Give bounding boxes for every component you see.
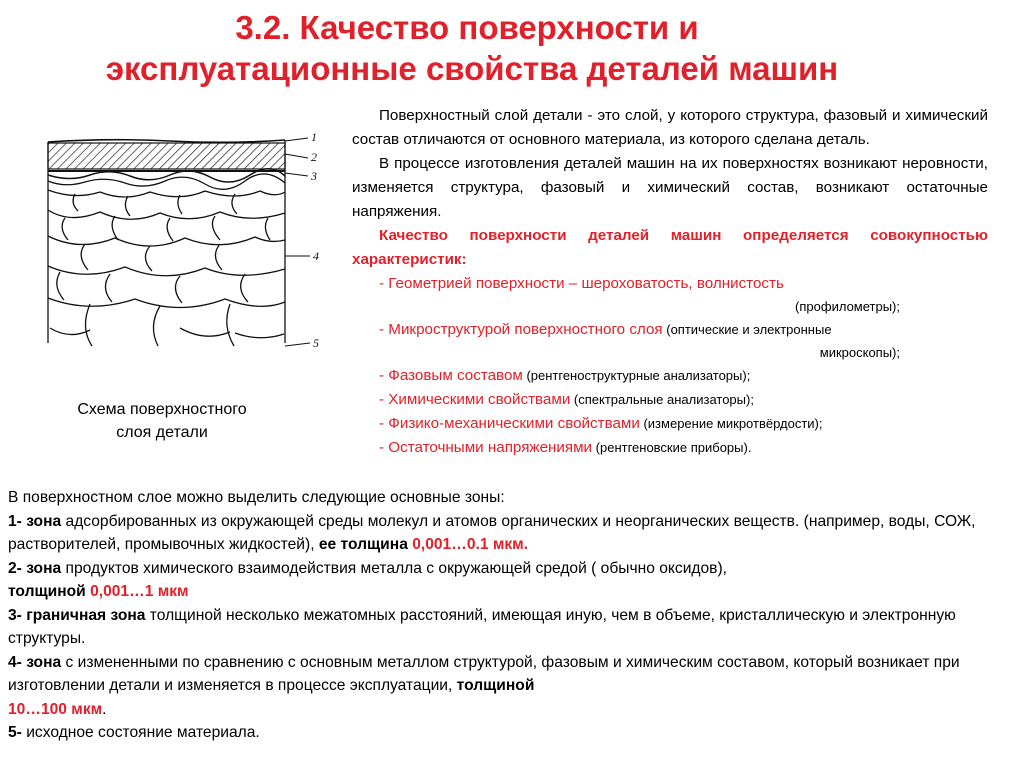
characteristic-note-cont: микроскопы);: [819, 345, 900, 360]
characteristic-name: Остаточными напряжениями: [388, 439, 593, 456]
layer-3-boundary: [48, 169, 285, 190]
zone-1-thickness-value: 0,001…0.1 мкм.: [407, 536, 529, 553]
zone-1-label: 1- зона: [8, 512, 62, 530]
zone-5-text: исходное состояние материала.: [21, 724, 260, 741]
intro-paragraph-2: В процессе изготовления деталей машин на их поверхностях возникают неровности, изменяется структура, фазовый и химический состав, возникают остаточные напряжения.: [352, 155, 988, 220]
zone-4-thickness-value: 10…100 мкм: [8, 700, 103, 718]
characteristic-name: Геометрией поверхности – шероховатость, волнистость: [388, 275, 784, 292]
page-title-line1: 3.2. Качество поверхности и: [235, 9, 699, 46]
characteristic-note: (спектральные анализаторы);: [570, 392, 754, 407]
characteristic-name: Фазовым составом: [388, 367, 523, 384]
zone-5: [8, 721, 1018, 745]
characteristic-note: (измерение микротвёрдости);: [639, 416, 823, 431]
zone-2-label: 2- зона: [8, 559, 62, 577]
zone-2: [8, 557, 1018, 604]
zone-4: [8, 651, 1018, 722]
characteristic-item: - Остаточными напряжениями (рентгеновские приборы).: [379, 439, 752, 456]
characteristic-item: - Микроструктурой поверхностного слоя (оптические и электронные микроскопы);: [352, 318, 988, 364]
characteristic-name: Физико-механическими свойствами: [388, 415, 640, 432]
layer-label-3: 3: [311, 169, 317, 183]
intro-paragraph-3: Качество поверхности деталей машин определяется совокупностью характеристик:: [352, 227, 988, 268]
zone-3: [8, 604, 1018, 651]
zone-4-end: .: [102, 700, 107, 718]
layer-label-1: 1: [311, 130, 317, 144]
zone-2-thickness-label: толщиной: [8, 583, 86, 600]
zone-2-thickness-value: 0,001…1 мкм: [85, 583, 189, 600]
characteristic-item: - Физико-механическими свойствами (измерение микротвёрдости);: [379, 415, 823, 432]
characteristic-name: Микроструктурой поверхностного слоя: [388, 321, 663, 338]
zone-5-label: 5-: [8, 724, 22, 741]
characteristic-item: - Фазовым составом (рентгеноструктурные анализаторы);: [379, 367, 751, 384]
zone-3-text: толщиной несколько межатомных расстояний, имеющая иную, чем в объеме, кристаллическую и электронную структуры.: [8, 606, 956, 647]
layer-label-5: 5: [313, 336, 319, 350]
layer-label-2: 2: [311, 150, 317, 164]
zone-1-text: адсорбированных из окружающей среды молекул и атомов органических и неорганических веществ. (например, воды, СОЖ, растворителей, промывочных жидкостей),: [8, 512, 976, 553]
intro-paragraph-1: Поверхностный слой детали - это слой, у которого структура, фазовый и химический состав отличаются от основного материала, из которого сделана деталь.: [352, 107, 988, 148]
zone-4-thickness-label: толщиной: [456, 677, 535, 694]
characteristic-item: - Химическими свойствами (спектральные анализаторы);: [379, 391, 754, 408]
zone-3-label: 3- граничная зона: [8, 606, 146, 624]
layer-4-modified-grains: [48, 190, 285, 308]
layer-2-oxide-hatched: [48, 143, 285, 169]
layer-labels: [310, 130, 319, 350]
zone-1: [8, 510, 1018, 557]
characteristic-note: (рентгеновские приборы).: [592, 440, 752, 455]
layer-1-adsorbed: [48, 140, 285, 143]
characteristic-name: Химическими свойствами: [388, 391, 571, 408]
page-title-line2: эксплуатационные свойства деталей машин: [105, 50, 839, 87]
zone-4-text: с измененными по сравнению с основным металлом структурой, фазовым и химическим составом, который возникает при изготовлении детали и изменяется в процессе эксплуатации,: [8, 653, 960, 694]
caption-line-1: Схема поверхностного: [77, 401, 247, 418]
layer-label-4: 4: [313, 249, 319, 263]
zones-intro: В поверхностном слое можно выделить следующие основные зоны:: [8, 489, 505, 506]
zone-1-thickness-label: ее толщина: [318, 536, 408, 553]
characteristic-item: - Геометрией поверхности – шероховатость, волнистость (профилометры);: [352, 272, 988, 318]
surface-quality-description: [352, 104, 988, 460]
surface-layer-diagram: [30, 128, 330, 378]
surface-zones-list: [8, 486, 1018, 745]
layer-leader-lines: [285, 138, 310, 346]
characteristic-note: (оптические и электронные: [662, 322, 832, 337]
diagram-caption: [32, 398, 292, 444]
zone-2-text: продуктов химического взаимодействия металла с окружающей средой ( обычно оксидов),: [61, 559, 727, 577]
characteristic-note: (рентгеноструктурные анализаторы);: [522, 368, 751, 383]
caption-line-2: слоя детали: [116, 424, 208, 441]
characteristic-note: (профилометры);: [795, 299, 900, 314]
zone-4-label: 4- зона: [8, 653, 62, 671]
